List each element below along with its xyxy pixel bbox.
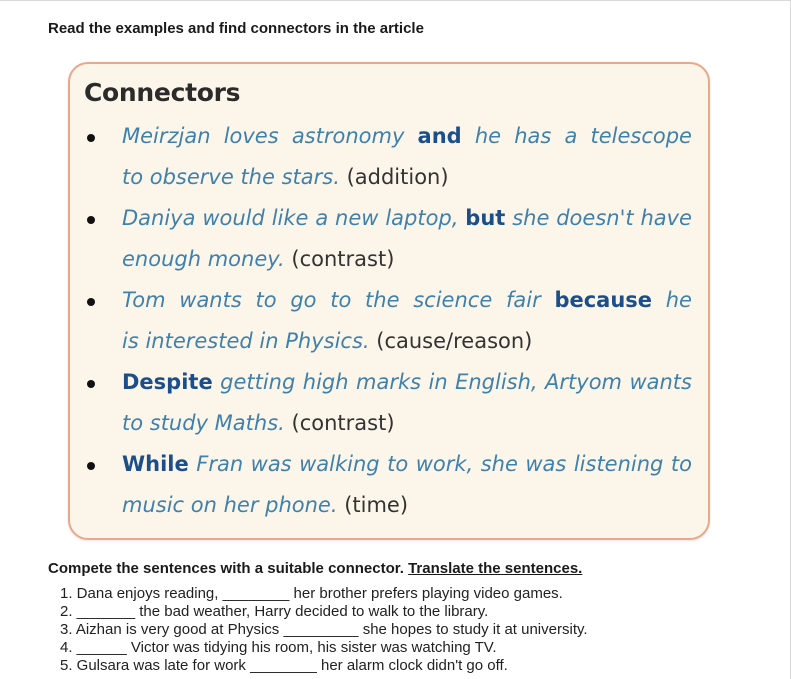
example-word: has <box>514 124 552 148</box>
example-word: he <box>474 124 502 148</box>
example-word: was <box>250 452 292 476</box>
example-word: listening <box>573 452 664 476</box>
connector-keyword: While <box>122 452 189 476</box>
example-line-continued <box>122 157 692 198</box>
example-word: she <box>480 452 518 476</box>
example-line-continued <box>122 485 692 526</box>
sentence-item: 1. Dana enjoys reading, ________ her brother prefers playing video games. <box>60 585 563 602</box>
example-word: Tom <box>122 288 166 312</box>
example-line <box>122 198 692 239</box>
example-word: a <box>315 206 329 230</box>
example-word: Fran <box>196 452 244 476</box>
example-word: getting <box>220 370 296 394</box>
example-line <box>122 362 692 403</box>
task-instruction <box>48 560 582 577</box>
example-line-continued <box>122 403 692 444</box>
bullet-icon <box>87 298 95 306</box>
sentence-item: 4. ______ Victor was tidying his room, his sister was watching TV. <box>60 639 497 656</box>
example-text: enough money. <box>122 247 285 271</box>
example-word: walking <box>299 452 380 476</box>
example-word: loves <box>223 124 279 148</box>
top-divider <box>0 0 791 1</box>
connector-type-label: (time) <box>344 493 409 517</box>
example-word: fair <box>505 288 541 312</box>
sentence-item: 3. Aizhan is very good at Physics _________ she hopes to study it at university. <box>60 621 588 638</box>
sentence-list <box>60 585 760 675</box>
example-word: science <box>413 288 493 312</box>
example-line-continued <box>122 321 692 362</box>
example-word: to <box>330 288 352 312</box>
bullet-icon <box>87 216 95 224</box>
sentence-item: 5. Gulsara was late for work ________ her alarm clock didn't go off. <box>60 657 508 674</box>
example-word: was <box>525 452 567 476</box>
connectors-title: Connectors <box>84 78 241 107</box>
example-word: Meirzjan <box>122 124 211 148</box>
example-word: he <box>665 288 692 312</box>
bullet-icon <box>87 134 95 142</box>
example-word: in <box>428 370 448 394</box>
example-word: astronomy <box>291 124 405 148</box>
example-word: like <box>271 206 309 230</box>
example-word: telescope <box>590 124 692 148</box>
example-line <box>122 280 692 321</box>
connector-type-label: (contrast) <box>291 411 395 435</box>
example-word: she <box>512 206 550 230</box>
connector-keyword: but <box>465 206 506 230</box>
example-word: new <box>335 206 379 230</box>
example-word: doesn't <box>556 206 634 230</box>
example-word: work, <box>415 452 474 476</box>
example-text: is interested in Physics. <box>122 329 370 353</box>
task-instruction-text: Compete the sentences with a suitable connector. <box>48 560 404 577</box>
example-word: to <box>670 452 692 476</box>
example-word: laptop, <box>385 206 459 230</box>
bullet-icon <box>87 380 95 388</box>
example-word: marks <box>356 370 422 394</box>
example-word: high <box>302 370 349 394</box>
example-word: Daniya <box>122 206 196 230</box>
connector-type-label: (addition) <box>346 165 449 189</box>
example-word: wants <box>629 370 692 394</box>
example-word: a <box>564 124 578 148</box>
example-word: to <box>255 288 277 312</box>
sentence-item: 2. _______ the bad weather, Harry decided to walk to the library. <box>60 603 489 620</box>
example-word: wants <box>179 288 242 312</box>
example-text: music on her phone. <box>122 493 338 517</box>
connector-type-label: (cause/reason) <box>376 329 533 353</box>
example-line <box>122 444 692 485</box>
connector-keyword: because <box>554 288 653 312</box>
example-word: go <box>290 288 317 312</box>
example-word: would <box>202 206 265 230</box>
example-line-continued <box>122 239 692 280</box>
bullet-icon <box>87 462 95 470</box>
example-word: Artyom <box>545 370 623 394</box>
example-line <box>122 116 692 157</box>
example-text: to observe the stars. <box>122 165 340 189</box>
connector-keyword: Despite <box>122 370 213 394</box>
connector-type-label: (contrast) <box>291 247 395 271</box>
example-text: to study Maths. <box>122 411 285 435</box>
instruction-heading: Read the examples and find connectors in the article <box>48 20 424 37</box>
task-instruction-translate: Translate the sentences. <box>408 560 583 577</box>
example-word: have <box>640 206 692 230</box>
example-word: to <box>387 452 409 476</box>
connectors-box <box>68 62 710 540</box>
connector-keyword: and <box>417 124 462 148</box>
example-word: the <box>365 288 400 312</box>
example-word: English, <box>455 370 538 394</box>
connectors-list <box>70 64 708 538</box>
